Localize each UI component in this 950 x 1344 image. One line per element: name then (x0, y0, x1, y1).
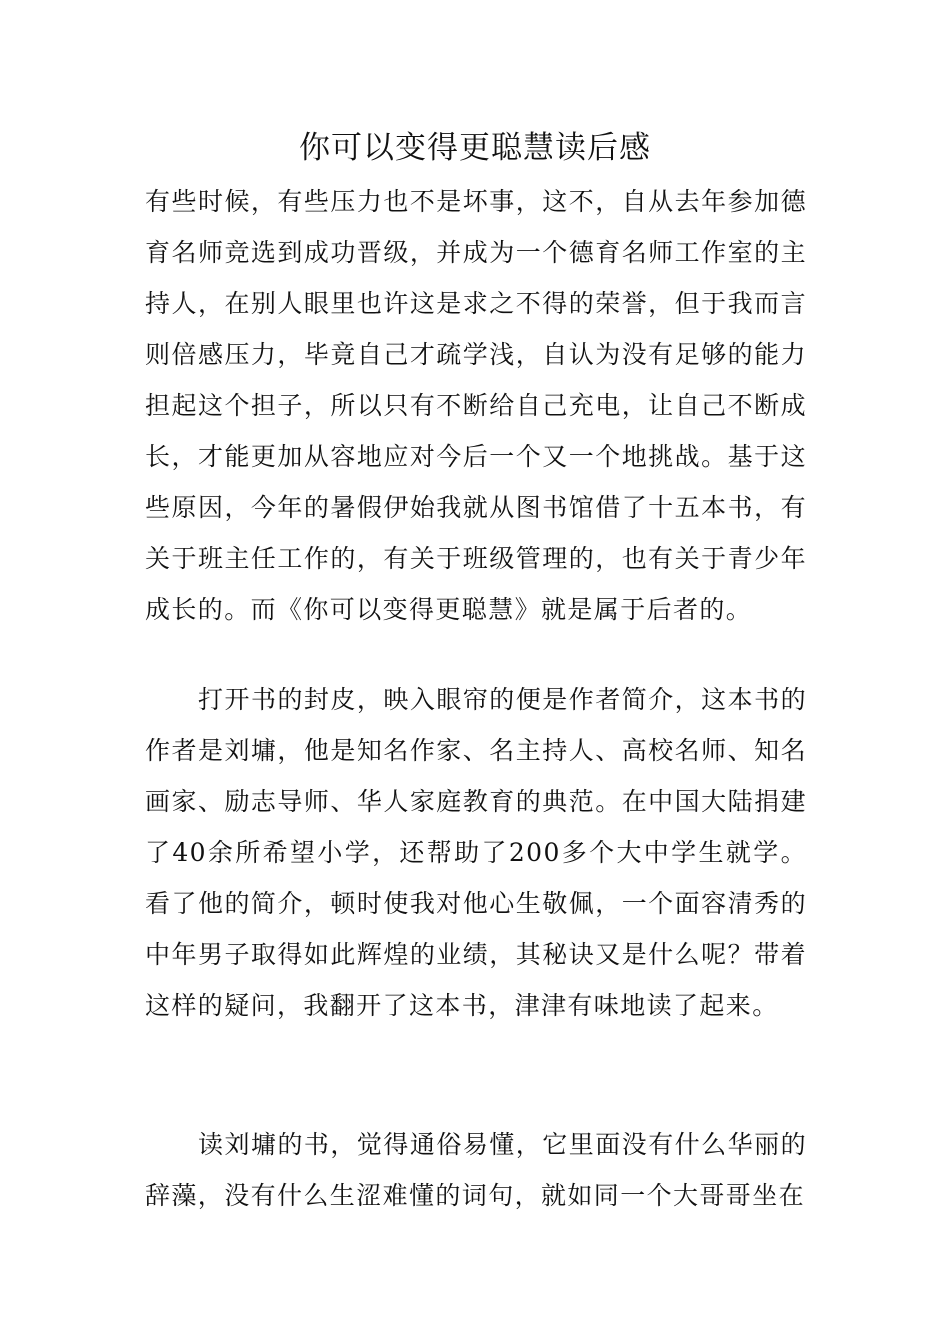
paragraph-2: 打开书的封皮，映入眼帘的便是作者简介，这本书的作者是刘墉，他是知名作家、名主持人、高校名师、知名画家、励志导师、华人家庭教育的典范。在中国大陆捐建了40余所希望小学，还帮助了200多个大中学生就学。看了他的简介，顿时使我对他心生敬佩，一个面容清秀的中年男子取得如此辉煌的业绩，其秘诀又是什么呢？带着这样的疑问，我翻开了这本书，津津有味地读了起来。 (145, 685, 807, 1020)
paragraph-3: 读刘墉的书，觉得通俗易懂，它里面没有什么华丽的辞藻，没有什么生涩难懂的词句，就如同一个大哥哥坐在 (145, 1130, 807, 1210)
paragraph-1: 有些时候，有些压力也不是坏事，这不，自从去年参加德育名师竞选到成功晋级，并成为一个德育名师工作室的主持人，在别人眼里也许这是求之不得的荣誉，但于我而言则倍感压力，毕竟自己才疏学浅，自认为没有足够的能力担起这个担子，所以只有不断给自己充电，让自己不断成长，才能更加从容地应对今后一个又一个地挑战。基于这些原因，今年的暑假伊始我就从图书馆借了十五本书，有关于班主任工作的，有关于班级管理的，也有关于青少年成长的。而《你可以变得更聪慧》就是属于后者的。 (145, 187, 807, 624)
document-title: 你可以变得更聪慧读后感 (299, 130, 651, 166)
